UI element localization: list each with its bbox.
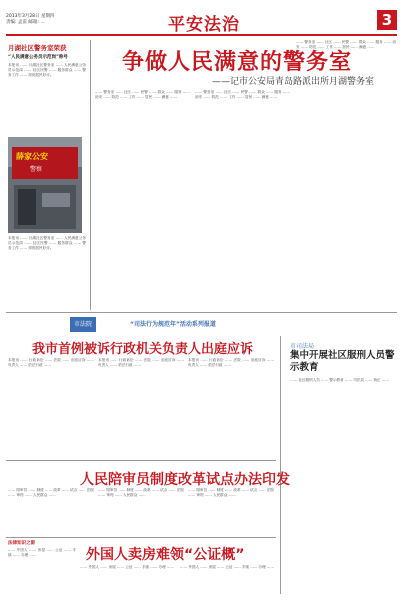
law-window-body: …… 外国人 …… 房屋 …… 公证 …… 手续 …… 办理 …… xyxy=(8,548,76,558)
jurors-headline: 人民陪审员制度改革试点办法印发 xyxy=(80,472,290,488)
foreign-headline: 外国人卖房难领“公证概” xyxy=(86,547,245,563)
left-story-body: 本报讯 …… 月湖社区警务室 …… 人民满意公务员示范岗 …… 社区民警 …… 服务群众 …… 警务工作 …… 得到居民好评。 xyxy=(8,63,86,78)
police-station-photo xyxy=(8,137,82,233)
page-number: 3 xyxy=(377,10,397,30)
left-story-headline: 月湖社区警务室荣获 xyxy=(8,44,67,52)
jurors-body-col1: …… 陪审员 …… 制度 …… 改革 …… 试点 …… 法院 …… 审判 …… 人民群众 …… xyxy=(8,488,94,498)
foreign-body-col2: …… 外国人 …… 房屋 …… 公证 …… 手续 …… 办理 …… xyxy=(180,565,275,569)
section-title: 平安法治 xyxy=(168,15,240,35)
section-divider xyxy=(6,537,276,538)
banner-text: “司法行为规范年”活动系列报道 xyxy=(130,321,216,328)
left-story-body-continued: 本报讯 …… 月湖社区警务室 …… 人民满意公务员示范岗 …… 社区民警 …… 服务群众 …… 警务工作 …… 得到居民好评。 xyxy=(8,236,86,251)
masthead xyxy=(6,8,397,36)
foreign-body-col1: …… 外国人 …… 房屋 …… 公证 …… 手续 …… 办理 …… xyxy=(80,565,175,569)
section-divider xyxy=(6,460,276,461)
main-subheadline: ——记市公安局青岛路派出所月湖警务室 xyxy=(212,77,375,87)
masthead-date xyxy=(6,14,116,26)
photo-sign-text-2: 警察 xyxy=(30,166,43,173)
law-window-label: 法律知识之窗 xyxy=(8,541,35,546)
editor-line: 责编: 孟雷 邮箱: ... xyxy=(6,20,45,25)
main-headline: 争做人民满意的警务室 xyxy=(122,50,353,75)
main-story-body-col1: …… 警务室 …… 社区 …… 民警 …… 群众 …… 服务 …… 治安 …… 防范 …… 工作 …… 居民 …… 满意 …… xyxy=(95,90,190,100)
right-story-headline: 集中开展社区服刑人员警示教育 xyxy=(290,350,395,373)
main-story-body-col3: …… 警务室 …… 社区 …… 民警 …… 群众 …… 服务 …… 治安 …… 防范 …… 工作 …… 居民 …… 满意 …… xyxy=(296,40,396,50)
photo-sign-text: 薛家公安 xyxy=(16,152,48,161)
date-line: 2013年3月28日 星期四 xyxy=(6,14,55,19)
series-banner xyxy=(70,317,258,332)
left-story-subheadline: “人民满意公务员示范岗”称号 xyxy=(8,55,68,60)
court-body-col2: 本报讯 …… 行政诉讼 …… 法院 …… 出庭应诉 …… 负责人 …… 依法行政 …… xyxy=(98,358,184,368)
column-divider xyxy=(90,40,91,310)
court-body-col1: 本报讯 …… 行政诉讼 …… 法院 …… 出庭应诉 …… 负责人 …… 依法行政 …… xyxy=(8,358,94,368)
right-story-body: …… 社区服刑人员 …… 警示教育 …… 司法局 …… 矫正 …… xyxy=(290,378,389,382)
column-divider xyxy=(280,336,281,594)
jurors-body-col2: …… 陪审员 …… 制度 …… 改革 …… 试点 …… 法院 …… 审判 …… 人民群众 …… xyxy=(98,488,184,498)
court-body-col3: 本报讯 …… 行政诉讼 …… 法院 …… 出庭应诉 …… 负责人 …… 依法行政 …… xyxy=(188,358,274,368)
right-story-kicker: 市司法局 xyxy=(290,343,315,350)
section-divider xyxy=(6,312,397,313)
court-headline: 我市首例被诉行政机关负责人出庭应诉 xyxy=(32,342,254,357)
jurors-body-col3: …… 陪审员 …… 制度 …… 改革 …… 试点 …… 法院 …… 审判 …… 人民群众 …… xyxy=(188,488,274,498)
main-story-body-col2: …… 警务室 …… 社区 …… 民警 …… 群众 …… 服务 …… 治安 …… 防范 …… 工作 …… 居民 …… 满意 …… xyxy=(195,90,290,100)
banner-tag: 市法院 xyxy=(70,317,96,332)
